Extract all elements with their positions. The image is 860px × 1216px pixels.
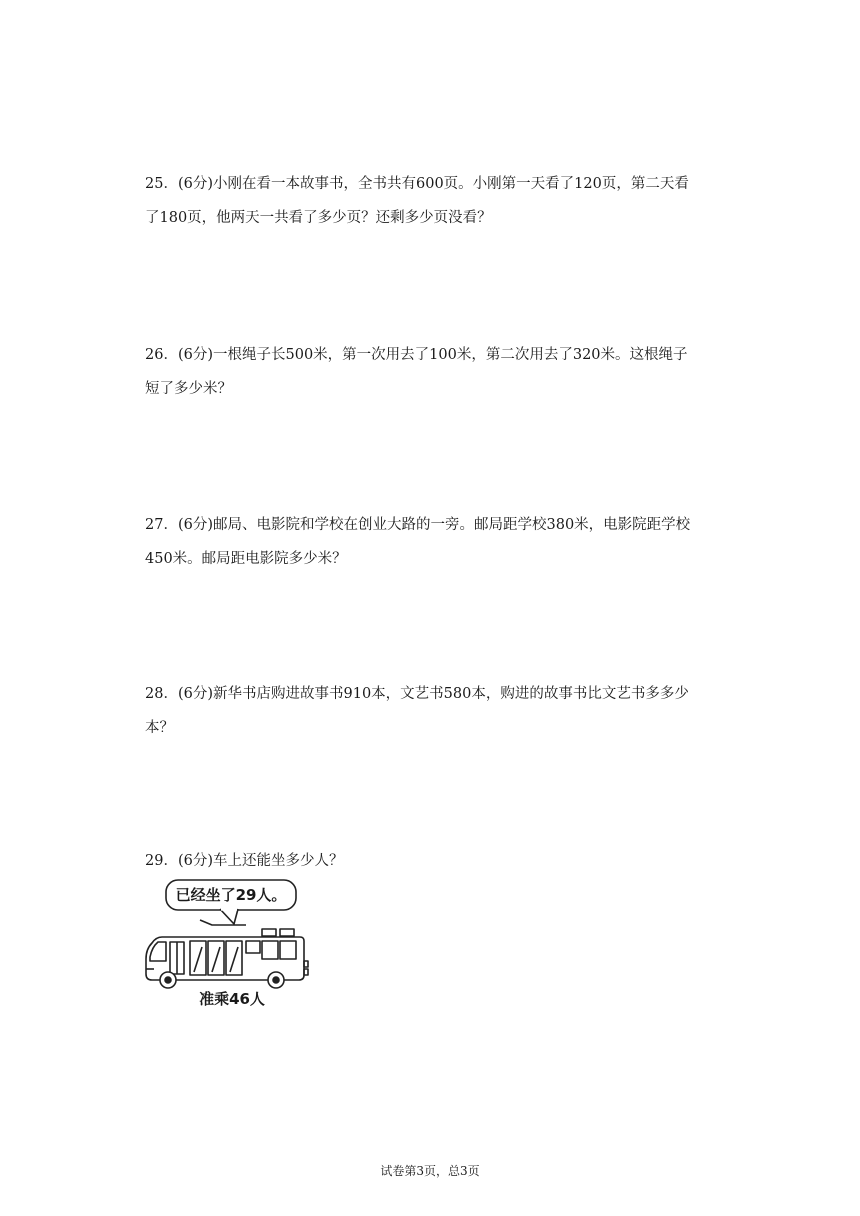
bus-figure bbox=[142, 877, 312, 1012]
question-29-line-1: 29．(6分)车上还能坐多少人？ bbox=[145, 853, 344, 869]
question-26-line-2: 短了多少米？ bbox=[145, 381, 232, 397]
question-26-line-1: 26．(6分)一根绳子长500米，第一次用去了100米，第二次用去了320米。这根绳子 bbox=[145, 347, 688, 363]
question-26 bbox=[145, 338, 725, 406]
question-29 bbox=[145, 844, 725, 878]
question-28-line-2: 本？ bbox=[145, 720, 174, 736]
bus-capacity-label: 准乘46人 bbox=[199, 990, 265, 1008]
question-28 bbox=[145, 677, 725, 745]
speech-bubble-text: 已经坐了29人。 bbox=[175, 886, 287, 904]
question-27-line-2: 450米。邮局距电影院多少米？ bbox=[145, 551, 347, 567]
question-25-line-1: 25．(6分)小刚在看一本故事书，全书共有600页。小刚第一天看了120页，第二天看 bbox=[145, 176, 689, 192]
question-25-line-2: 了180页，他两天一共看了多少页？还剩多少页没看？ bbox=[145, 210, 492, 226]
question-28-line-1: 28．(6分)新华书店购进故事书910本，文艺书580本，购进的故事书比文艺书多多少 bbox=[145, 686, 689, 702]
question-25 bbox=[145, 167, 725, 235]
page-footer: 试卷第3页，总3页 bbox=[380, 1164, 480, 1178]
question-27-line-1: 27．(6分)邮局、电影院和学校在创业大路的一旁。邮局距学校380米，电影院距学校 bbox=[145, 517, 691, 533]
question-27 bbox=[145, 508, 725, 576]
